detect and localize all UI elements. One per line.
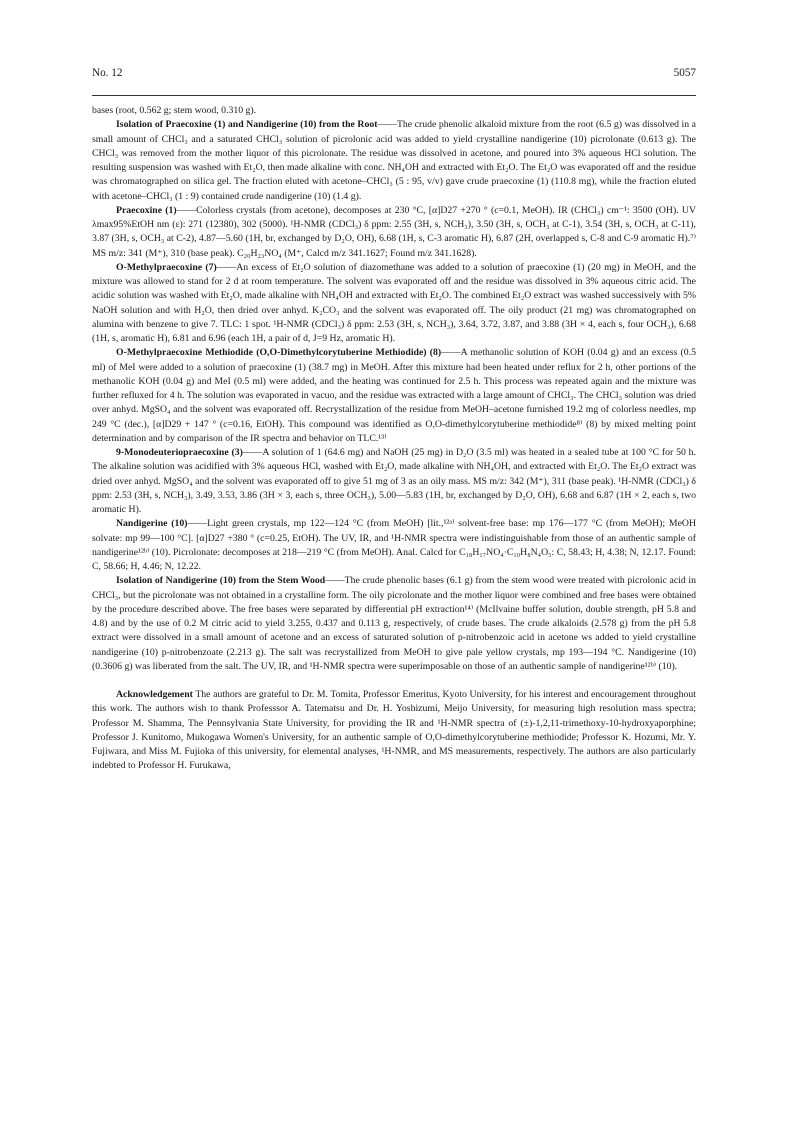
article-body	[92, 104, 696, 774]
section-heading: Nandigerine (10)	[116, 518, 188, 530]
paragraph-text: ——Light green crystals, mp 122—124 °C (from MeOH) [lit.,¹²ᵃ⁾ solvent-free base: mp 176—177 °C (from MeOH); MeOH solvate: mp 99—100 °C]. [α]D27 +380 ° (c=0.25, EtOH). The UV, IR, and ¹H-NMR spectra were indistinguishable from those of an authentic sample of nandigerine¹²ᵇ⁾ (10). Picrolonate: decomposes at 218—219 °C (from MeOH). Anal. Calcd for C₁₈H₁₇NO₄·C₁₀H₈N₄O₅: C, 58.43; H, 4.38; N, 12.17. Found: C, 58.66; H, 4.46; N, 12.22.	[92, 518, 697, 572]
paragraph-text: ——Colorless crystals (from acetone), decomposes at 230 °C, [α]D27 +270 ° (c=0.1, MeOH). IR (CHCl₃) cm⁻¹: 3500 (OH). UV λmax95%EtOH nm (ε): 271 (12380), 302 (5000). ¹H-NMR (CDCl₃) δ ppm: 2.55 (3H, s, NCH₃), 3.50 (3H, s, OCH₃ at C-1), 3.54 (3H, s, OCH₃ at C-11), 3.87 (3H, s, OCH₃ at C-2), 4.87—5.60 (1H, br, exchanged by D₂O, OH), 6.68 (1H, s, C-3 aromatic H), 6.87 (2H, overlapped s, C-8 and C-9 aromatic H).⁷⁾ MS m/z: 341 (M⁺), 310 (base peak). C₂₀H₂₃NO₄ (M⁺, Calcd m/z 341.1627; Found m/z 341.1628).	[92, 204, 696, 259]
paragraph	[92, 118, 696, 204]
page-number: 5057	[673, 67, 696, 79]
section-heading: Isolation of Nandigerine (10) from the Stem Wood	[116, 575, 326, 587]
paragraph-text: ——An excess of Et₂O solution of diazomethane was added to a solution of praecoxine (1) (20 mg) in MeOH, and the mixture was allowed to stand for 2 d at room temperature. The solvent was evaporated off and the residue was dissolved in 3% aqueous citric acid. The acidic solution was washed with Et₂O, made alkaline with NH₄OH and extracted with Et₂O. The combined Et₂O extract was washed successively with 5% NaOH solution and with H₂O, then dried over anhyd. K₂CO₃ and the solvent was evaporated off. The oily product (21 mg) was chromatographed on alumina with benzene to give 7. TLC: 1 spot. ¹H-NMR (CDCl₃) δ ppm: 2.53 (3H, s, NCH₃), 3.64, 3.72, 3.87, and 3.88 (3H × 4, each s, four OCH₃), 6.68 (1H, s, aromatic H), 6.81 and 6.96 (each 1H, a pair of d, J=9 Hz, aromatic H).	[92, 261, 696, 344]
paragraph	[92, 517, 696, 574]
paragraph	[92, 104, 696, 118]
paragraph	[92, 574, 696, 674]
paragraph	[92, 204, 696, 261]
paragraph-text: ——A methanolic solution of KOH (0.04 g) and an excess (0.5 ml) of MeI were added to a solution of praecoxine (1) (38.7 mg) in MeOH. After this mixture had been heated under reflux for 2 h, other portions of the methanolic KOH (0.04 g) and MeI (0.5 ml) were added, and the heating was continued for 2.5 h. This process was repeated again and the mixture was further refluxed for 4 h. The solution was evaporated in vacuo, and the residue was extracted with a large amount of CHCl₃. The CHCl₃ solution was dried over anhyd. MgSO₄ and the solvent was evaporated off. Recrystallization of the residue from MeOH–acetone furnished 19.2 mg of colorless needles, mp 249 °C (dec.), [α]D29 + 147 ° (c=0.16, EtOH). This compound was identified as O,O-dimethylcorytuberine methiodide⁸⁾ (8) by mixed melting point determination and by comparison of the IR spectra and behavior on TLC.¹³⁾	[92, 347, 696, 444]
page-header	[92, 67, 696, 83]
section-heading: 9-Monodeuteriopraecoxine (3)	[116, 447, 243, 458]
section-heading: Acknowledgement	[116, 689, 193, 700]
section-heading: Isolation of Praecoxine (1) and Nandigerine (10) from the Root	[116, 119, 378, 131]
paragraph-text: ——The crude phenolic alkaloid mixture from the root (6.5 g) was dissolved in a small amount of CHCl₃ and a saturated CHCl₃ solution of picrolonic acid was added to yield crystalline nandigerine (10) picrolonate (0.613 g). The CHCl₃ was removed from the mother liquor of this picrolonate. The residue was dissolved in acetone, and poured into 3% aqueous HCl solution. The resulting suspension was washed with Et₂O, then made alkaline with conc. NH₄OH and extracted with Et₂O. The Et₂O was evaporated off and the residue was chromatographed on silica gel. The fraction eluted with acetone–CHCl₃ (5 : 95, v/v) gave crude praecoxine (1) (110.8 mg), while the fraction eluted with acetone–CHCl₃ (1 : 9) contained crude nandigerine (10) (1.4 g).	[92, 119, 696, 202]
paragraph	[92, 346, 696, 446]
paragraph-text: ——The crude phenolic bases (6.1 g) from the stem wood were treated with picrolonic acid in CHCl₃, but the picrolonate was not obtained in a crystalline form. The oily picrolonate and the mother liquor were combined and free bases were obtained by the procedure described above. The free bases were separated by differential pH extraction¹⁴⁾ (McIlvaine buffer solution, double strength, pH 5.8 and 4.8) and by the use of 0.2 M citric acid to yield 3.255, 0.437 and 0.113 g, respectively, of crude bases. The crude alkaloids (2.578 g) from the pH 5.8 extract were dissolved in a small amount of acetone and an excess of saturated solution of p-nitrobenzoic acid in acetone ws added to yield crystalline nandigerine (10) p-nitrobenzoate (2.213 g). The salt was recrystallized from MeOH to give pale yellow crystals, mp 193—194 °C. Nandigerine (10) (0.3606 g) was liberated from the salt. The UV, IR, and ¹H-NMR spectra were superimposable on those of an authentic sample of nandigerine¹²ᵇ⁾ (10).	[92, 575, 696, 672]
paragraph-text: The authors are grateful to Dr. M. Tomita, Professor Emeritus, Kyoto University, for his interest and encouragement throughout this work. The authors wish to thank Professsor A. Tatematsu and Dr. H. Yoshizumi, Meijo University, for measuring high resolution mass spectra; Professor M. Shamma, The Pennsylvania State University, for providing the IR and ¹H-NMR spectra of (±)-1,2,11-trimethoxy-10-hydroxyaporphine; Professor J. Kunitomo, Mukogawa Women's University, for an authentic sample of O,O-dimethylcorytuberine methiodide; Professor K. Hozumi, Mr. Y. Fujiwara, and Miss M. Fujioka of this university, for elemental analyses, ¹H-NMR, and MS measurements, respectively. The authors are also particularly indebted to Professor H. Furukawa,	[92, 689, 696, 772]
acknowledgement-paragraph	[92, 688, 696, 774]
paragraph	[92, 446, 696, 517]
section-heading: O-Methylpraecoxine (7)	[116, 261, 217, 273]
paragraph-text: ——A solution of 1 (64.6 mg) and NaOH (25 mg) in D₂O (3.5 ml) was heated in a sealed tube at 100 °C for 50 h. The alkaline solution was acidified with 3% aqueous HCl, washed with Et₂O, made alkaline with NH₄OH, and extracted with Et₂O. The Et₂O extract was dried over anhyd. MgSO₄ and the solvent was evaporated off to give 51 mg of 3 as an oily mass. MS m/z: 342 (M⁺), 311 (base peak). ¹H-NMR (CDCl₃) δ ppm: 2.53 (3H, s, NCH₃), 3.49, 3.53, 3.86 (3H × 3, each s, three OCH₃), 5.00—5.83 (1H, br, exchanged by D₂O, OH), 6.68 and 6.87 (1H × 2, each s, two aromatic H).	[92, 447, 696, 515]
section-heading: O-Methylpraecoxine Methiodide (O,O-Dimethylcorytuberine Methiodide) (8)	[116, 347, 442, 359]
paragraph	[92, 261, 696, 347]
header-rule	[92, 95, 696, 96]
section-heading: Praecoxine (1)	[116, 204, 177, 216]
paragraph-text: bases (root, 0.562 g; stem wood, 0.310 g).	[92, 105, 257, 116]
issue-number: No. 12	[92, 67, 123, 79]
